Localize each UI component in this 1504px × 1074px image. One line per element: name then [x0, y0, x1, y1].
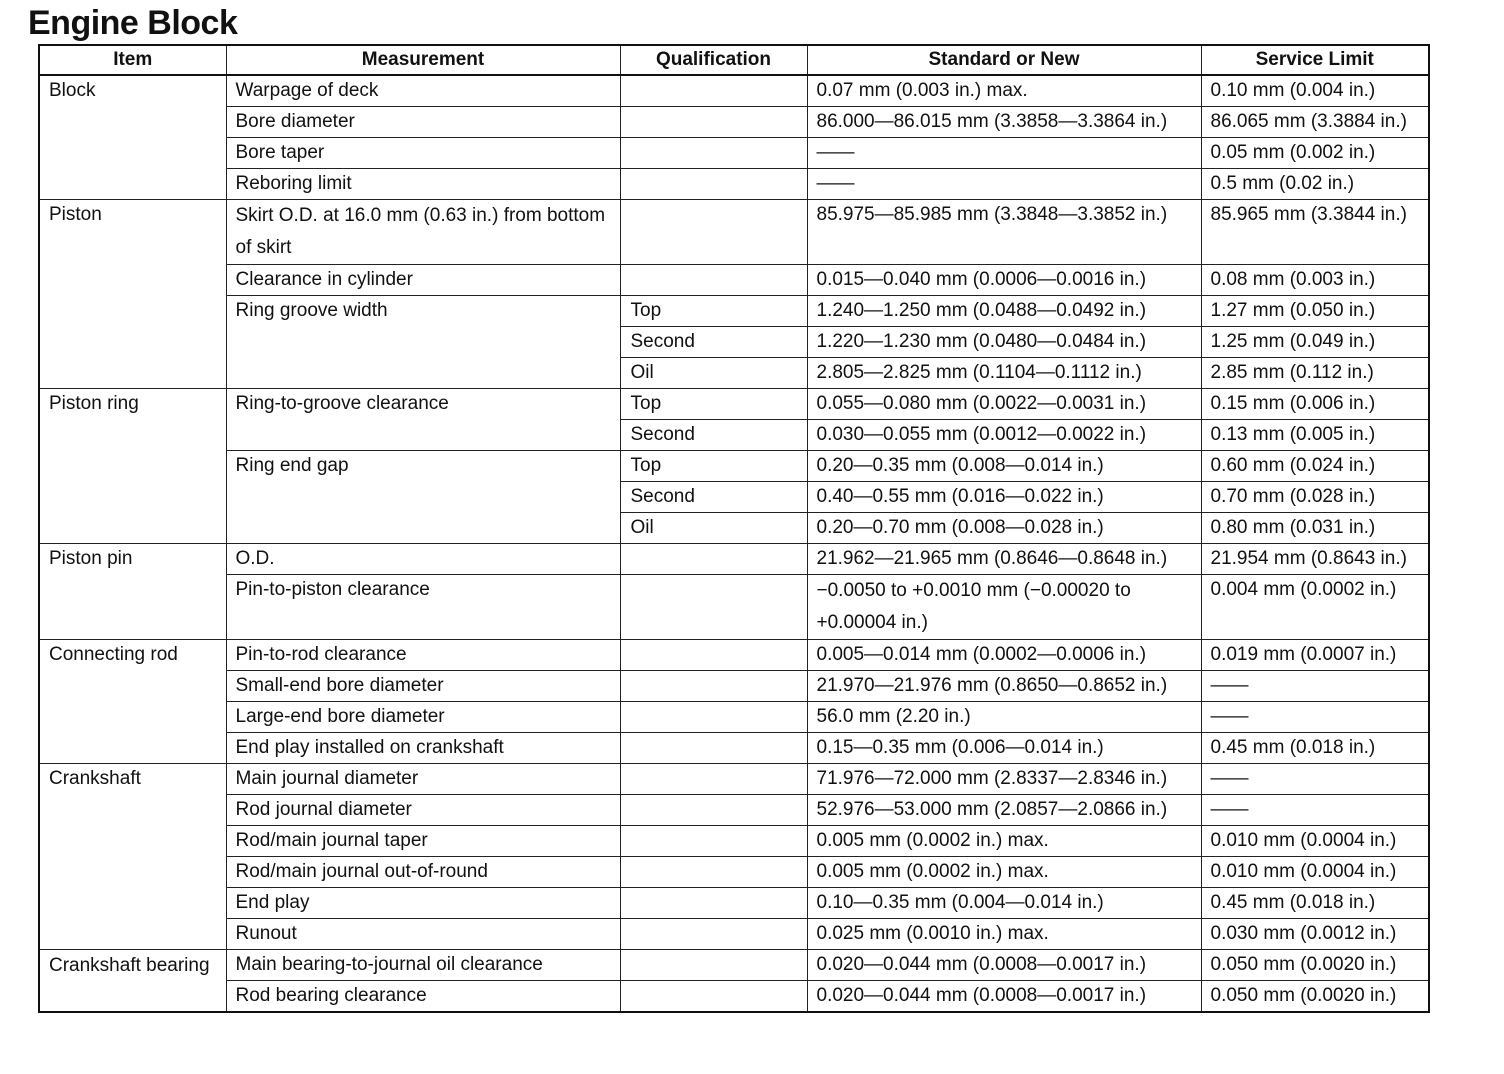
standard-cell: 0.015—0.040 mm (0.0006—0.0016 in.)	[807, 265, 1201, 296]
standard-cell: 2.805—2.825 mm (0.1104—0.1112 in.)	[807, 358, 1201, 389]
qualification-cell	[620, 575, 807, 640]
table-row	[39, 950, 1429, 981]
table-row	[39, 75, 1429, 107]
measurement-cell: Bore diameter	[226, 107, 620, 138]
service-limit-cell: 0.019 mm (0.0007 in.)	[1201, 640, 1429, 671]
standard-cell: 0.005 mm (0.0002 in.) max.	[807, 826, 1201, 857]
service-limit-cell: 0.050 mm (0.0020 in.)	[1201, 950, 1429, 981]
standard-cell: 56.0 mm (2.20 in.)	[807, 702, 1201, 733]
service-limit-cell: 0.10 mm (0.004 in.)	[1201, 75, 1429, 107]
service-limit-cell: 0.15 mm (0.006 in.)	[1201, 389, 1429, 420]
standard-cell: 71.976—72.000 mm (2.8337—2.8346 in.)	[807, 764, 1201, 795]
qualification-cell	[620, 919, 807, 950]
qualification-cell	[620, 138, 807, 169]
table-row	[39, 296, 1429, 327]
item-cell: Piston	[39, 200, 226, 389]
standard-cell: ——	[807, 138, 1201, 169]
standard-cell: 0.020—0.044 mm (0.0008—0.0017 in.)	[807, 981, 1201, 1013]
standard-cell: 0.020—0.044 mm (0.0008—0.0017 in.)	[807, 950, 1201, 981]
qualification-cell	[620, 733, 807, 764]
standard-cell: 0.15—0.35 mm (0.006—0.014 in.)	[807, 733, 1201, 764]
table-row	[39, 702, 1429, 733]
service-limit-cell: 0.13 mm (0.005 in.)	[1201, 420, 1429, 451]
standard-cell: 0.20—0.70 mm (0.008—0.028 in.)	[807, 513, 1201, 544]
service-limit-cell: 0.80 mm (0.031 in.)	[1201, 513, 1429, 544]
service-limit-cell: 0.45 mm (0.018 in.)	[1201, 733, 1429, 764]
table-row	[39, 265, 1429, 296]
service-limit-cell: ——	[1201, 764, 1429, 795]
measurement-cell: Pin-to-rod clearance	[226, 640, 620, 671]
item-cell: Crankshaft	[39, 764, 226, 950]
service-limit-cell: 1.25 mm (0.049 in.)	[1201, 327, 1429, 358]
service-limit-cell: 0.050 mm (0.0020 in.)	[1201, 981, 1429, 1013]
standard-cell: 0.030—0.055 mm (0.0012—0.0022 in.)	[807, 420, 1201, 451]
qualification-cell: Second	[620, 327, 807, 358]
qualification-cell	[620, 107, 807, 138]
standard-cell: 21.970—21.976 mm (0.8650—0.8652 in.)	[807, 671, 1201, 702]
qualification-cell	[620, 888, 807, 919]
header-row	[39, 45, 1429, 75]
standard-cell: 52.976—53.000 mm (2.0857—2.0866 in.)	[807, 795, 1201, 826]
table-row	[39, 919, 1429, 950]
standard-cell: 0.005—0.014 mm (0.0002—0.0006 in.)	[807, 640, 1201, 671]
measurement-cell: Ring end gap	[226, 451, 620, 544]
standard-cell: −0.0050 to +0.0010 mm (−0.00020 to +0.00004 in.)	[807, 575, 1201, 640]
service-limit-cell: ——	[1201, 795, 1429, 826]
standard-cell: 85.975—85.985 mm (3.3848—3.3852 in.)	[807, 200, 1201, 265]
header-standard: Standard or New	[807, 45, 1201, 75]
qualification-cell	[620, 764, 807, 795]
standard-cell: 0.025 mm (0.0010 in.) max.	[807, 919, 1201, 950]
table-row	[39, 107, 1429, 138]
service-limit-cell: 0.010 mm (0.0004 in.)	[1201, 857, 1429, 888]
measurement-cell: Pin-to-piston clearance	[226, 575, 620, 640]
service-limit-cell: 0.60 mm (0.024 in.)	[1201, 451, 1429, 482]
qualification-cell	[620, 640, 807, 671]
standard-cell: 86.000—86.015 mm (3.3858—3.3864 in.)	[807, 107, 1201, 138]
standard-cell: 0.40—0.55 mm (0.016—0.022 in.)	[807, 482, 1201, 513]
measurement-cell: Skirt O.D. at 16.0 mm (0.63 in.) from bottom of skirt	[226, 200, 620, 265]
standard-cell: 0.07 mm (0.003 in.) max.	[807, 75, 1201, 107]
measurement-cell: Reboring limit	[226, 169, 620, 200]
item-cell: Connecting rod	[39, 640, 226, 764]
measurement-cell: End play installed on crankshaft	[226, 733, 620, 764]
table-row	[39, 857, 1429, 888]
standard-cell: 0.055—0.080 mm (0.0022—0.0031 in.)	[807, 389, 1201, 420]
table-row	[39, 544, 1429, 575]
qualification-cell	[620, 75, 807, 107]
service-limit-cell: 86.065 mm (3.3884 in.)	[1201, 107, 1429, 138]
measurement-cell: Rod/main journal taper	[226, 826, 620, 857]
measurement-cell: Rod bearing clearance	[226, 981, 620, 1013]
table-row	[39, 795, 1429, 826]
measurement-cell: Ring groove width	[226, 296, 620, 389]
header-item: Item	[39, 45, 226, 75]
service-limit-cell: 0.5 mm (0.02 in.)	[1201, 169, 1429, 200]
table-row	[39, 826, 1429, 857]
measurement-cell: Bore taper	[226, 138, 620, 169]
table-row	[39, 575, 1429, 640]
header-qualification: Qualification	[620, 45, 807, 75]
table-row	[39, 640, 1429, 671]
qualification-cell: Top	[620, 451, 807, 482]
measurement-cell: Small-end bore diameter	[226, 671, 620, 702]
qualification-cell	[620, 544, 807, 575]
header-service-limit: Service Limit	[1201, 45, 1429, 75]
table-row	[39, 733, 1429, 764]
table-row	[39, 138, 1429, 169]
qualification-cell	[620, 265, 807, 296]
service-limit-cell: 21.954 mm (0.8643 in.)	[1201, 544, 1429, 575]
standard-cell: 1.240—1.250 mm (0.0488—0.0492 in.)	[807, 296, 1201, 327]
table-row	[39, 981, 1429, 1013]
standard-cell: ——	[807, 169, 1201, 200]
measurement-cell: Rod journal diameter	[226, 795, 620, 826]
service-limit-cell: 0.45 mm (0.018 in.)	[1201, 888, 1429, 919]
measurement-cell: O.D.	[226, 544, 620, 575]
measurement-cell: End play	[226, 888, 620, 919]
header-measurement: Measurement	[226, 45, 620, 75]
standard-cell: 1.220—1.230 mm (0.0480—0.0484 in.)	[807, 327, 1201, 358]
page-title: Engine Block	[28, 4, 238, 42]
item-cell: Piston ring	[39, 389, 226, 544]
standard-cell: 0.20—0.35 mm (0.008—0.014 in.)	[807, 451, 1201, 482]
qualification-cell	[620, 826, 807, 857]
qualification-cell	[620, 169, 807, 200]
table-row	[39, 169, 1429, 200]
qualification-cell: Top	[620, 389, 807, 420]
standard-cell: 0.005 mm (0.0002 in.) max.	[807, 857, 1201, 888]
table-row	[39, 764, 1429, 795]
qualification-cell	[620, 950, 807, 981]
measurement-cell: Ring-to-groove clearance	[226, 389, 620, 451]
table-row	[39, 671, 1429, 702]
service-limit-cell: 2.85 mm (0.112 in.)	[1201, 358, 1429, 389]
qualification-cell	[620, 200, 807, 265]
qualification-cell: Oil	[620, 513, 807, 544]
qualification-cell	[620, 702, 807, 733]
service-limit-cell: 1.27 mm (0.050 in.)	[1201, 296, 1429, 327]
service-limit-cell: 85.965 mm (3.3844 in.)	[1201, 200, 1429, 265]
qualification-cell	[620, 795, 807, 826]
qualification-cell	[620, 671, 807, 702]
service-limit-cell: ——	[1201, 671, 1429, 702]
table-row	[39, 200, 1429, 265]
item-cell: Crankshaft bearing	[39, 950, 226, 1013]
service-limit-cell: 0.08 mm (0.003 in.)	[1201, 265, 1429, 296]
item-cell: Block	[39, 75, 226, 200]
table-row	[39, 389, 1429, 420]
measurement-cell: Main journal diameter	[226, 764, 620, 795]
measurement-cell: Rod/main journal out-of-round	[226, 857, 620, 888]
measurement-cell: Main bearing-to-journal oil clearance	[226, 950, 620, 981]
measurement-cell: Large-end bore diameter	[226, 702, 620, 733]
service-limit-cell: ——	[1201, 702, 1429, 733]
measurement-cell: Runout	[226, 919, 620, 950]
measurement-cell: Warpage of deck	[226, 75, 620, 107]
service-limit-cell: 0.030 mm (0.0012 in.)	[1201, 919, 1429, 950]
table-row	[39, 888, 1429, 919]
service-limit-cell: 0.004 mm (0.0002 in.)	[1201, 575, 1429, 640]
qualification-cell: Second	[620, 482, 807, 513]
qualification-cell	[620, 981, 807, 1013]
service-limit-cell: 0.05 mm (0.002 in.)	[1201, 138, 1429, 169]
service-limit-cell: 0.010 mm (0.0004 in.)	[1201, 826, 1429, 857]
spec-table	[38, 44, 1430, 1013]
qualification-cell: Oil	[620, 358, 807, 389]
qualification-cell: Second	[620, 420, 807, 451]
service-limit-cell: 0.70 mm (0.028 in.)	[1201, 482, 1429, 513]
standard-cell: 0.10—0.35 mm (0.004—0.014 in.)	[807, 888, 1201, 919]
table-row	[39, 451, 1429, 482]
item-cell: Piston pin	[39, 544, 226, 640]
standard-cell: 21.962—21.965 mm (0.8646—0.8648 in.)	[807, 544, 1201, 575]
qualification-cell	[620, 857, 807, 888]
qualification-cell: Top	[620, 296, 807, 327]
measurement-cell: Clearance in cylinder	[226, 265, 620, 296]
